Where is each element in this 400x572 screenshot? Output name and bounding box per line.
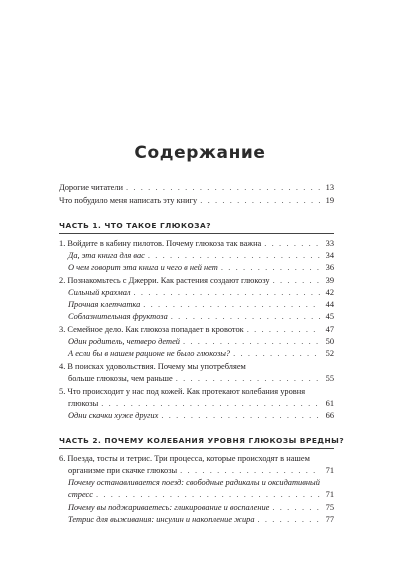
page-number: 47 — [325, 325, 334, 334]
toc-entry-line[interactable]: 5. Что происходит у нас под кожей. Как протекают колебания уровня — [59, 387, 306, 396]
leader-dots — [134, 287, 321, 298]
page-number: 33 — [325, 239, 334, 248]
toc-subentry[interactable]: Один родитель, четверо детей . . . 50 — [59, 336, 334, 347]
toc-subentry-line[interactable]: Почему останавливается поезд: свободные радикалы и оксидативный — [68, 478, 320, 487]
leader-dots — [180, 465, 321, 476]
divider — [59, 233, 334, 234]
toc-entry[interactable]: организме при скачке глюкозы . . . 71 — [59, 465, 334, 476]
leader-dots — [233, 348, 321, 359]
toc-subentry[interactable]: Почему вы поджариваетесь: гликирование и воспаление . . . 75 — [59, 502, 334, 513]
toc-subentry[interactable]: Соблазнительная фруктоза . . . 45 — [59, 311, 334, 322]
page-number: 66 — [325, 411, 334, 420]
toc-entry-line[interactable]: 6. Поезда, тосты и тетрис. Три процесса, которые происходят в нашем — [59, 454, 310, 463]
toc-entry[interactable]: больше глюкозы, чем раньше . . . 55 — [59, 373, 334, 384]
toc-entry[interactable]: 3. Семейное дело. Как глюкоза попадает в кровоток . . . 47 — [59, 324, 334, 335]
leader-dots — [143, 299, 321, 310]
toc-subentry[interactable]: Тетрис для выживания: инсулин и накопление жира . . . 77 — [59, 514, 334, 525]
page-number: 75 — [325, 503, 334, 512]
toc-subentry[interactable]: стресс . . . 71 — [59, 489, 334, 500]
leader-dots — [221, 262, 321, 273]
part-heading: ЧАСТЬ 1. ЧТО ТАКОЕ ГЛЮКОЗА? — [59, 221, 212, 230]
toc-entry[interactable]: Что побудило меня написать эту книгу . . . 19 — [59, 195, 334, 206]
toc-entry[interactable]: глюкозы . . . 61 — [59, 398, 334, 409]
page-number: 34 — [325, 251, 334, 260]
leader-dots — [171, 311, 321, 322]
leader-dots — [247, 324, 321, 335]
leader-dots — [126, 182, 321, 193]
page-number: 71 — [325, 490, 334, 499]
leader-dots — [258, 514, 321, 525]
divider — [59, 448, 334, 449]
leader-dots — [183, 336, 321, 347]
page-number: 36 — [325, 263, 334, 272]
leader-dots — [176, 373, 321, 384]
page-number: 13 — [325, 183, 334, 192]
leader-dots — [161, 410, 321, 421]
leader-dots — [264, 238, 321, 249]
page-number: 39 — [325, 276, 334, 285]
toc-entry[interactable]: 2. Познакомьтесь с Джерри. Как растения создают глюкозу . . . 39 — [59, 275, 334, 286]
leader-dots — [148, 250, 321, 261]
toc-subentry[interactable]: Да, эта книга для вас . . . 34 — [59, 250, 334, 261]
page-number: 71 — [325, 466, 334, 475]
leader-dots — [96, 489, 321, 500]
toc-entry[interactable]: 1. Войдите в кабину пилотов. Почему глюкоза так важна . . . 33 — [59, 238, 334, 249]
toc-subentry[interactable]: Сильный крахмал . . . 42 — [59, 287, 334, 298]
part-heading: ЧАСТЬ 2. ПОЧЕМУ КОЛЕБАНИЯ УРОВНЯ ГЛЮКОЗЫ ВРЕДНЫ? — [59, 436, 345, 445]
toc-subentry[interactable]: Одни скачки хуже других . . . 66 — [59, 410, 334, 421]
page-number: 45 — [325, 312, 334, 321]
page-number: 19 — [325, 196, 334, 205]
toc-subentry[interactable]: Прочная клетчатка . . . 44 — [59, 299, 334, 310]
page-number: 44 — [325, 300, 334, 309]
leader-dots — [273, 275, 321, 286]
toc-entry-line[interactable]: 4. В поисках удовольствия. Почему мы употребляем — [59, 362, 246, 371]
leader-dots — [272, 502, 321, 513]
toc-subentry[interactable]: О чем говорит эта книга и чего в ней нет . . . 36 — [59, 262, 334, 273]
leader-dots — [101, 398, 321, 409]
page-number: 77 — [325, 515, 334, 524]
toc-subentry[interactable]: А если бы в нашем рационе не было глюкозы? . . . 52 — [59, 348, 334, 359]
leader-dots — [200, 195, 321, 206]
page-title: Содержание — [134, 143, 266, 163]
page-number: 52 — [325, 349, 334, 358]
toc-entry[interactable]: Дорогие читатели . . . 13 — [59, 182, 334, 193]
page-number: 50 — [325, 337, 334, 346]
page-number: 42 — [325, 288, 334, 297]
page-number: 61 — [325, 399, 334, 408]
page-number: 55 — [325, 374, 334, 383]
